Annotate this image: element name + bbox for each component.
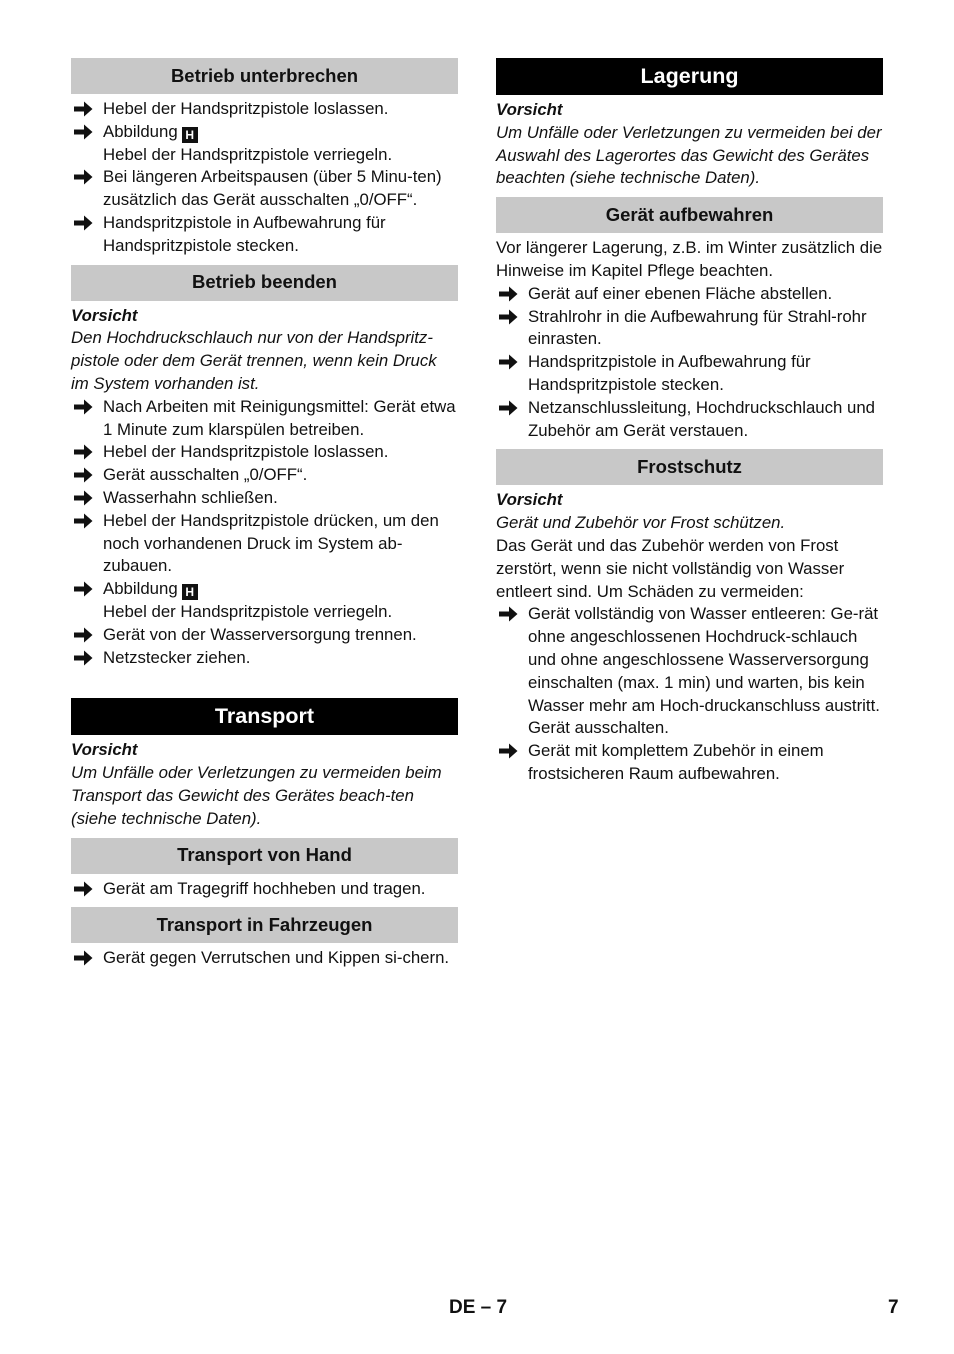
sub-step: Hebel der Handspritzpistole verriegeln. (103, 144, 393, 164)
caution-title: Vorsicht (71, 305, 138, 325)
caution-text: Um Unfälle oder Verletzungen zu vermeiden bei der Auswahl des Lagerortes das Gewicht des Gerätes beachten (siehe technische Daten). (496, 122, 882, 188)
section-frostschutz (496, 485, 883, 785)
step-list (71, 878, 458, 901)
figure-h-icon: H (182, 127, 198, 143)
step-list (71, 98, 458, 258)
arrow-right-icon (74, 124, 93, 140)
list-item: Gerät mit komplettem Zubehör in einem frostsicheren Raum aufbewahren. (496, 740, 883, 786)
heading-lagerung: Lagerung (496, 58, 883, 95)
section-transport-in-fahrzeugen (71, 943, 458, 970)
list-item: Gerät vollständig von Wasser entleeren: Ge-rät ohne angeschlossenen Hochdruck-schlauch und ohne angeschlossene Wasserversorgung einschalten (max. 1 min) und warten, bis kein Wasser mehr am Hoch-druckanschluss austritt. Gerät ausschalten. (496, 603, 883, 740)
arrow-right-icon (499, 400, 518, 416)
caution-title: Vorsicht (496, 490, 563, 510)
arrow-right-icon (74, 881, 93, 897)
list-item: Gerät von der Wasserversorgung trennen. (71, 624, 458, 647)
list-item: Handspritzpistole in Aufbewahrung für Handspritzpistole stecken. (496, 351, 883, 397)
arrow-right-icon (74, 627, 93, 643)
list-item: Netzanschlussleitung, Hochdruckschlauch und Zubehör am Gerät verstauen. (496, 397, 883, 443)
list-item: Handspritzpistole in Aufbewahrung für Handspritzpistole stecken. (71, 212, 458, 258)
arrow-right-icon (499, 354, 518, 370)
step-list (71, 396, 458, 670)
caution-text: Um Unfälle oder Verletzungen zu vermeiden beim Transport das Gewicht des Gerätes beach-ten (siehe technische Daten). (71, 763, 442, 828)
list-item: Gerät am Tragegriff hochheben und tragen. (71, 878, 458, 901)
heading-betrieb-beenden: Betrieb beenden (71, 265, 458, 301)
caution-text: Den Hochdruckschlauch nur von der Handspritz-pistole oder dem Gerät trennen, wenn kein Druck im System vorhanden ist. (71, 328, 437, 393)
arrow-right-icon (499, 286, 518, 302)
list-item: Hebel der Handspritzpistole drücken, um den noch vorhandenen Druck im System ab-zubauen. (71, 510, 458, 578)
section-lagerung (496, 95, 883, 190)
list-item: Gerät gegen Verrutschen und Kippen si-chern. (71, 947, 458, 970)
list-item: Gerät ausschalten „0/OFF“. (71, 464, 458, 487)
list-item: Wasserhahn schließen. (71, 487, 458, 510)
section-betrieb-unterbrechen (71, 94, 458, 258)
heading-geraet-aufbewahren: Gerät aufbewahren (496, 197, 883, 233)
sub-step: Hebel der Handspritzpistole verriegeln. (103, 601, 393, 621)
caution-text: Gerät und Zubehör vor Frost schützen. (496, 513, 786, 533)
left-column (71, 58, 458, 970)
arrow-right-icon (74, 169, 93, 185)
footer-page-number: 7 (888, 1297, 899, 1318)
heading-betrieb-unterbrechen: Betrieb unterbrechen (71, 58, 458, 94)
arrow-right-icon (74, 650, 93, 666)
section-geraet-aufbewahren (496, 233, 883, 442)
arrow-right-icon (74, 581, 93, 597)
list-item: Gerät auf einer ebenen Fläche abstellen. (496, 283, 883, 306)
arrow-right-icon (74, 513, 93, 529)
arrow-right-icon (74, 215, 93, 231)
list-item: Hebel der Handspritzpistole loslassen. (71, 441, 458, 464)
arrow-right-icon (74, 444, 93, 460)
caution-title: Vorsicht (496, 100, 563, 119)
heading-frostschutz: Frostschutz (496, 449, 883, 485)
arrow-right-icon (74, 490, 93, 506)
arrow-right-icon (74, 399, 93, 415)
right-column (496, 58, 883, 786)
arrow-right-icon (499, 606, 518, 622)
arrow-right-icon (74, 101, 93, 117)
list-item: Nach Arbeiten mit Reinigungsmittel: Gerät etwa 1 Minute zum klarspülen betreiben. (71, 396, 458, 442)
section-transport (71, 735, 458, 830)
list-item: Strahlrohr in die Aufbewahrung für Strahl-rohr einrasten. (496, 306, 883, 352)
list-item: Netzstecker ziehen. (71, 647, 458, 670)
intro-text: Vor längerer Lagerung, z.B. im Winter zusätzlich die Hinweise im Kapitel Pflege beachten. (496, 238, 883, 280)
list-item: Bei längeren Arbeitspausen (über 5 Minu-ten) zusätzlich das Gerät ausschalten „0/OFF“. (71, 166, 458, 212)
figure-h-icon: H (182, 584, 198, 600)
heading-transport: Transport (71, 698, 458, 735)
section-transport-von-hand (71, 874, 458, 901)
section-betrieb-beenden (71, 301, 458, 670)
list-item: Hebel der Handspritzpistole loslassen. (71, 98, 458, 121)
list-item: Abbildung H Hebel der Handspritzpistole verriegeln. (71, 121, 458, 167)
step-list (496, 603, 883, 785)
heading-transport-von-hand: Transport von Hand (71, 838, 458, 874)
arrow-right-icon (74, 950, 93, 966)
footer-section-label: DE – 7 (449, 1297, 508, 1318)
intro-text: Das Gerät und das Zubehör werden von Frost zerstört, wenn sie nicht vollständig von Wasser entleert sind. Um Schäden zu vermeiden: (496, 535, 845, 601)
arrow-right-icon (499, 309, 518, 325)
heading-transport-in-fahrzeugen: Transport in Fahrzeugen (71, 907, 458, 943)
arrow-right-icon (499, 743, 518, 759)
caution-title: Vorsicht (71, 740, 138, 760)
step-list (71, 947, 458, 970)
arrow-right-icon (74, 467, 93, 483)
step-list (496, 283, 883, 443)
list-item: Abbildung H Hebel der Handspritzpistole verriegeln. (71, 578, 458, 624)
